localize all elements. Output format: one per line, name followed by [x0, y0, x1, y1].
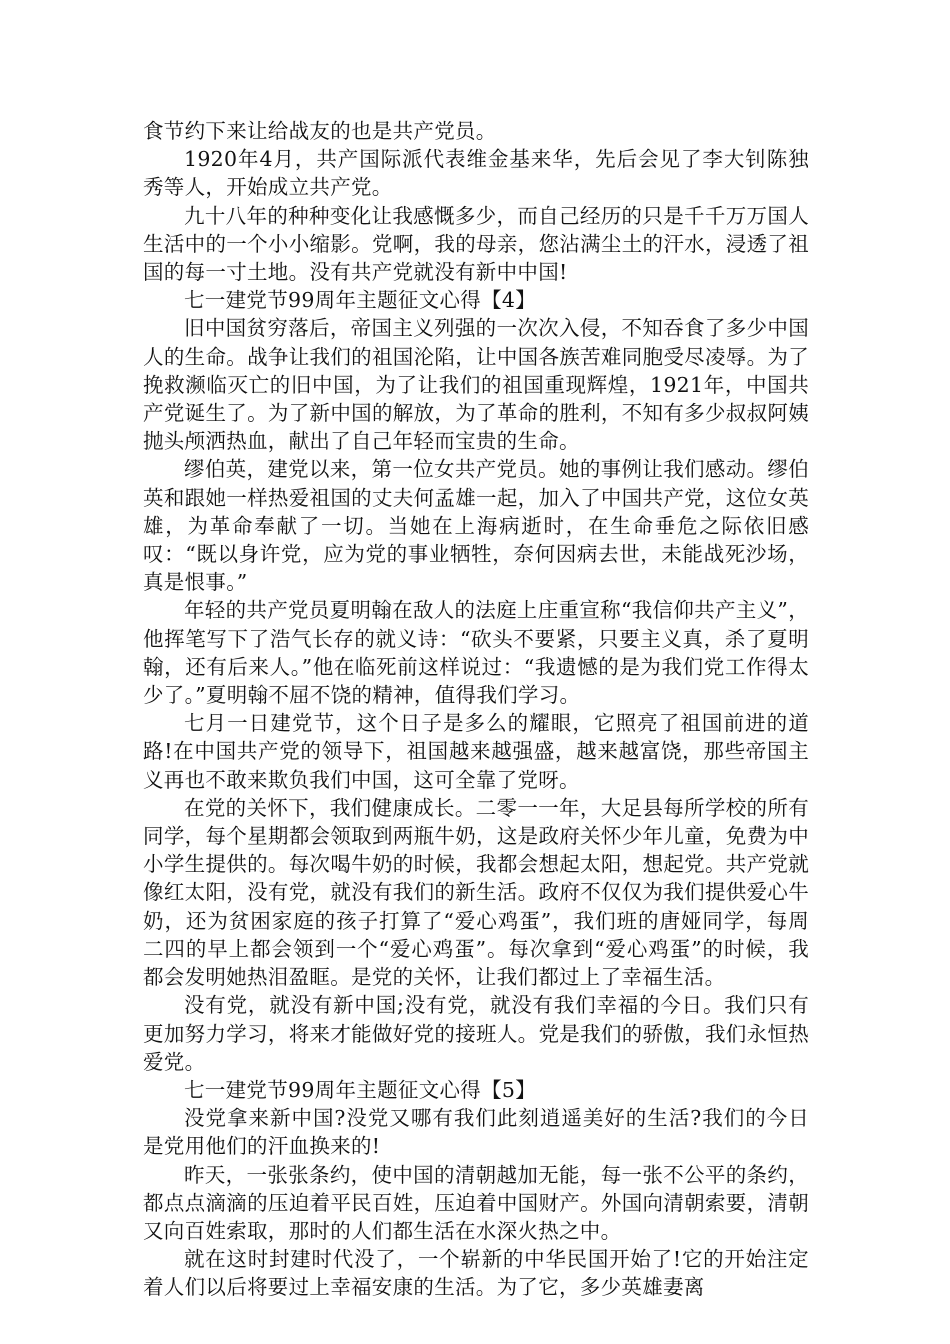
paragraph: 缪伯英，建党以来，第一位女共产党员。她的事例让我们感动。缪伯英和跟她一样热爱祖国的丈夫何孟雄一起，加入了中国共产党，这位女英雄，为革命奉献了一切。当她在上海病逝时，在生命垂危之际依旧感叹：“既以身许党，应为党的事业牺牲，奈何因病去世，未能战死沙场，真是恨事。” — [143, 457, 809, 595]
paragraph: 七月一日建党节，这个日子是多么的耀眼，它照亮了祖国前进的道路!在中国共产党的领导下，祖国越来越强盛，越来越富饶，那些帝国主义再也不敢来欺负我们中国，这可全靠了党呀。 — [143, 711, 809, 792]
paragraph: 年轻的共产党员夏明翰在敌人的法庭上庄重宣称“我信仰共产主义”，他挥笔写下了浩气长存的就义诗：“砍头不要紧，只要主义真，杀了夏明翰，还有后来人。”他在临死前这样说过：“我遗憾的是为我们党工作得太少了。”夏明翰不屈不饶的精神，值得我们学习。 — [143, 598, 809, 708]
paragraph: 没党拿来新中国?没党又哪有我们此刻逍遥美好的生活?我们的今日是党用他们的汗血换来的! — [143, 1106, 809, 1159]
paragraph: 就在这时封建时代没了，一个崭新的中华民国开始了!它的开始注定着人们以后将要过上幸福安康的生活。为了它，多少英雄妻离 — [143, 1247, 809, 1300]
paragraph: 旧中国贫穷落后，帝国主义列强的一次次入侵，不知吞食了多少中国人的生命。战争让我们的祖国沦陷，让中国各族苦难同胞受尽凌辱。为了挽救濒临灭亡的旧中国，为了让我们的祖国重现辉煌，1921年，中国共产党诞生了。为了新中国的解放，为了革命的胜利，不知有多少叔叔阿姨抛头颅洒热血，献出了自己年轻而宝贵的生命。 — [143, 316, 809, 454]
section-heading: 七一建党节99周年主题征文心得【5】 — [184, 1077, 537, 1102]
paragraph: 1920年4月，共产国际派代表维金基来华，先后会见了李大钊陈独秀等人，开始成立共产党。 — [143, 147, 809, 200]
section-heading: 七一建党节99周年主题征文心得【4】 — [184, 288, 537, 313]
paragraph-continuation: 食节约下来让给战友的也是共产党员。 — [143, 119, 497, 143]
paragraph: 九十八年的种种变化让我感慨多少，而自己经历的只是千千万万国人生活中的一个小小缩影。党啊，我的母亲，您沾满尘土的汗水，浸透了祖国的每一寸土地。没有共产党就没有新中中国! — [143, 203, 809, 285]
paragraph: 在党的关怀下，我们健康成长。二零一一年，大足县每所学校的所有同学，每个星期都会领取到两瓶牛奶，这是政府关怀少年儿童，免费为中小学生提供的。每次喝牛奶的时候，我都会想起太阳，想起党。共产党就像红太阳，没有党，就没有我们的新生活。政府不仅仅为我们提供爱心牛奶，还为贫困家庭的孩子打算了“爱心鸡蛋”，我们班的唐娅同学，每周二四的早上都会领到一个“爱心鸡蛋”。每次拿到“爱心鸡蛋”的时候，我都会发明她热泪盈眶。是党的关怀，让我们都过上了幸福生活。 — [143, 795, 809, 990]
paragraph: 没有党，就没有新中国;没有党，就没有我们幸福的今日。我们只有更加努力学习，将来才能做好党的接班人。党是我们的骄傲，我们永恒热爱党。 — [143, 993, 809, 1074]
paragraph: 昨天，一张张条约，使中国的清朝越加无能，每一张不公平的条约，都点点滴滴的压迫着平民百姓，压迫着中国财产。外国向清朝索要，清朝又向百姓索取，那时的人们都生活在水深火热之中。 — [143, 1162, 809, 1243]
document-page — [143, 117, 809, 1302]
